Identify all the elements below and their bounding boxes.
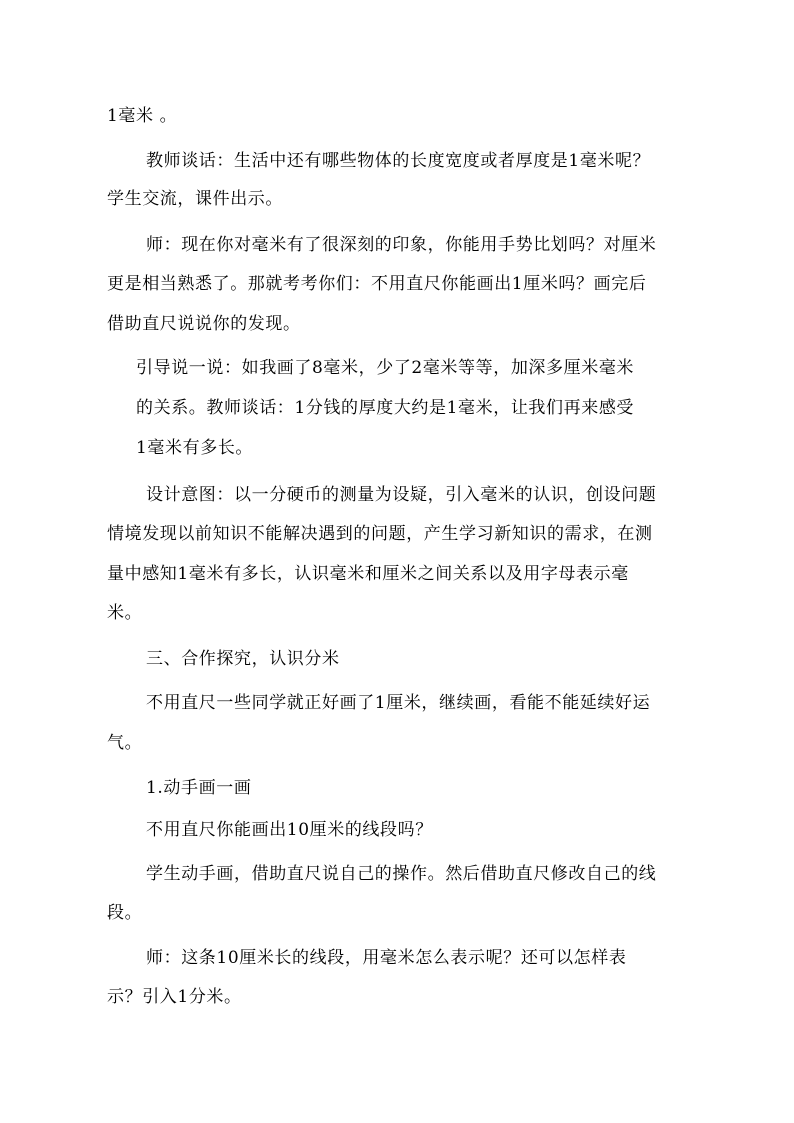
paragraph-continue-draw-line-1: 不用直尺一些同学就正好画了1厘米，继续画，看能不能延续好运: [146, 693, 651, 713]
paragraph-teacher-prompt-line-3: 借助直尺说说你的发现。: [107, 314, 301, 334]
paragraph-teacher-talk-line-2: 学生交流，课件出示。: [107, 189, 283, 209]
paragraph-design-intent-line-4: 米。: [107, 603, 143, 623]
paragraph-guide-line-2: 的关系。教师谈话：1分钱的厚度大约是1毫米，让我们再来感受: [136, 398, 635, 418]
paragraph-guide-line-1: 引导说一说：如我画了8毫米，少了2毫米等等，加深多厘米毫米: [136, 358, 635, 378]
paragraph-design-intent-line-1: 设计意图：以一分硬币的测量为设疑，引入毫米的认识，创设问题: [146, 485, 657, 505]
paragraph-student-draw-line-2: 段。: [107, 903, 143, 923]
paragraph-student-draw-line-1: 学生动手画，借助直尺说自己的操作。然后借助直尺修改自己的线: [146, 864, 657, 884]
paragraph-teacher-10cm-line-2: 示？引入1分米。: [107, 987, 242, 1007]
paragraph-teacher-prompt-line-1: 师：现在你对毫米有了很深刻的印象，你能用手势比划吗？对厘米: [146, 235, 657, 255]
paragraph-design-intent-line-3: 量中感知1毫米有多长，认识毫米和厘米之间关系以及用字母表示毫: [107, 564, 629, 584]
subheading-draw: 1.动手画一画: [146, 778, 252, 798]
section-heading-decimeter: 三、合作探究，认识分米: [146, 649, 340, 669]
paragraph-teacher-talk-line-1: 教师谈话：生活中还有哪些物体的长度宽度或者厚度是1毫米呢？: [146, 151, 651, 171]
paragraph-teacher-10cm-line-1: 师：这条10厘米长的线段，用毫米怎么表示呢？还可以怎样表: [146, 948, 627, 968]
paragraph-guide-line-3: 1毫米有多长。: [136, 438, 254, 458]
paragraph-continue-draw-line-2: 气。: [107, 733, 143, 753]
paragraph-design-intent-line-2: 情境发现以前知识不能解决遇到的问题，产生学习新知识的需求，在测: [107, 524, 653, 544]
paragraph-question-10cm: 不用直尺你能画出10厘米的线段吗？: [146, 820, 433, 840]
paragraph-teacher-prompt-line-2: 更是相当熟悉了。那就考考你们：不用直尺你能画出1厘米吗？画完后: [107, 274, 647, 294]
text-line-1mm-fragment: 1毫米 。: [107, 106, 178, 126]
